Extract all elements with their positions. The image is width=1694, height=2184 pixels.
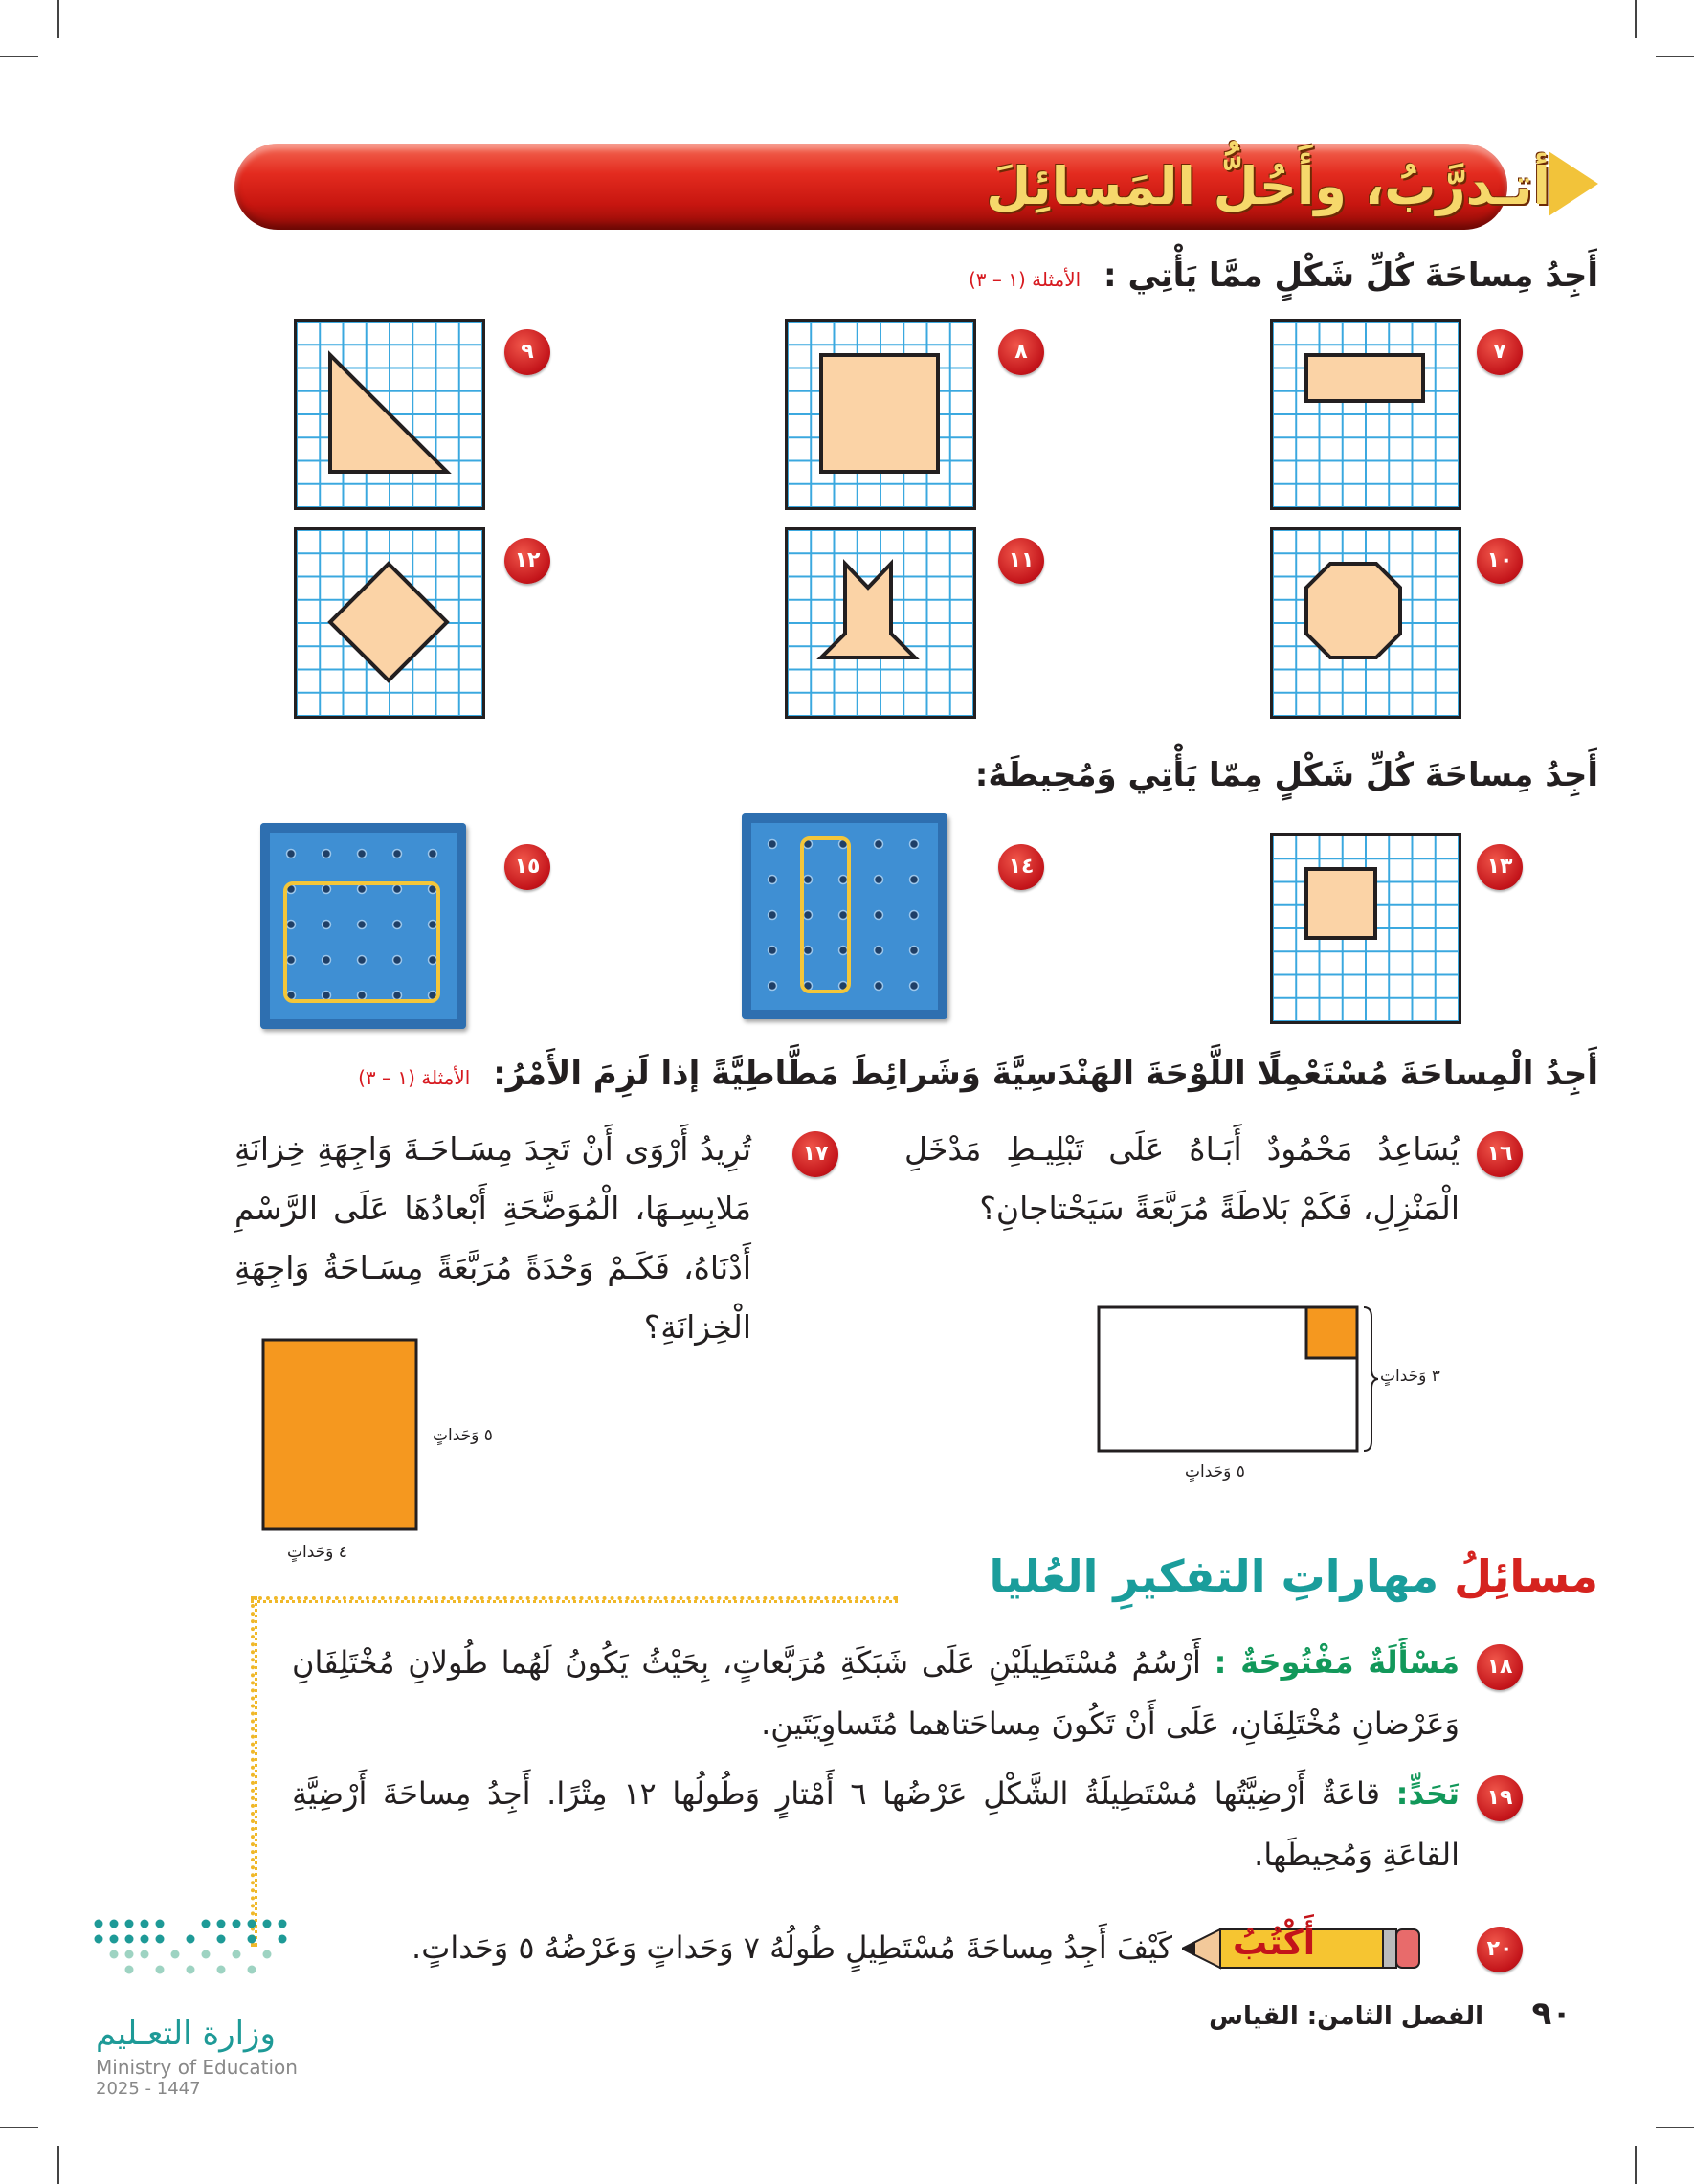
geoboard-peg <box>910 876 919 884</box>
logo-dot <box>171 1950 180 1959</box>
logo-dot <box>125 1920 134 1928</box>
rectangle-shape <box>1273 322 1464 513</box>
octagon-shape <box>1273 530 1464 722</box>
geoboard-peg <box>323 850 331 858</box>
hots-title <box>990 1550 1598 1602</box>
logo-dot <box>156 1920 165 1928</box>
logo-dot <box>156 1935 165 1944</box>
geoboard-peg <box>875 876 883 884</box>
logo-dot <box>110 1950 119 1959</box>
grid-figure-12 <box>294 527 485 719</box>
problem-16-text: يُسَاعِدُ مَحْمُودٌ أَبَـاهُ عَلَى تَبْلِيـطِ مَدْخَلِ الْمَنْزِلِ، فَكَمْ بَلاطَةً مُرَبَّعَةً سَيَحْتاجانِ؟ <box>904 1130 1460 1227</box>
square-shape <box>788 322 979 513</box>
section1-instruction <box>969 256 1598 295</box>
hots-title-part2: مهاراتِ التفكيرِ العُليا <box>989 1550 1439 1602</box>
geoboard-peg <box>839 947 848 955</box>
problem-number: ١٨ <box>1477 1644 1523 1690</box>
geoboard-peg <box>875 947 883 955</box>
height-label: ٥ وَحَداتٍ <box>433 1426 493 1445</box>
logo-dot <box>156 1966 165 1974</box>
geoboard-peg <box>875 840 883 849</box>
geoboard-peg <box>287 850 296 858</box>
grid-figure-8 <box>785 319 976 510</box>
problem-17-text: تُرِيدُ أَرْوَى أَنْ تَجِدَ مِسَـاحَـةَ وَاجِهَةِ خِزانَةِ مَلابِسِـهَا، الْمُوَضَّحَةِ أَبْعادُهَا عَلَى الرَّسْمِ أَدْنَاهُ، فَكَـمْ وَحْدَةً مُرَبَّعَةً مِسَـاحَةُ وَاجِهَةِ الْخِزانَةِ؟ <box>234 1130 751 1346</box>
geoboard-peg <box>429 921 437 929</box>
problem-number: ٢٠ <box>1477 1927 1523 1972</box>
problem-20-text: كَيْفَ أَجِدُ مِساحَةَ مُسْتَطِيلٍ طُولُهُ ٧ وَحَداتٍ وَعَرْضُهُ ٥ وَحَداتٍ. <box>412 1929 1172 1966</box>
geoboard-peg <box>804 947 813 955</box>
problem-number: ١٧ <box>792 1131 838 1177</box>
logo-dot <box>217 1935 226 1944</box>
problem-number: ١٦ <box>1477 1131 1523 1177</box>
logo-dot <box>248 1920 256 1928</box>
problem-number: ٧ <box>1477 329 1523 375</box>
crop-mark <box>1656 2127 1694 2128</box>
logo-dot <box>248 1966 256 1974</box>
logo-dot <box>95 1935 103 1944</box>
grid-figure-7 <box>1270 319 1461 510</box>
geoboard-peg <box>393 921 402 929</box>
problem-17-figure <box>258 1335 421 1536</box>
logo-dot <box>279 1920 287 1928</box>
logo-dot <box>141 1950 149 1959</box>
geoboard-peg <box>393 956 402 965</box>
geoboard-peg <box>910 982 919 991</box>
logo-dot <box>141 1920 149 1928</box>
crop-mark <box>1635 0 1637 38</box>
problem-number: ١٢ <box>504 538 550 584</box>
geoboard-peg <box>323 921 331 929</box>
geoboard-peg <box>429 956 437 965</box>
logo-dot <box>187 1935 195 1944</box>
geoboard-peg <box>393 885 402 894</box>
banner-title: أتـدرَّبُ، وأَحُلُّ المَسائِلَ <box>986 156 1550 216</box>
geoboard-14 <box>742 813 947 1019</box>
problem-18 <box>292 1632 1460 1754</box>
logo-dot <box>217 1966 226 1974</box>
section3-instruction <box>358 1055 1598 1093</box>
logo-dot <box>263 1950 272 1959</box>
geoboard-peg <box>910 840 919 849</box>
problem-number: ٨ <box>998 329 1044 375</box>
grid-figure-9 <box>294 319 485 510</box>
instruction-text: أَجِدُ مِساحَةَ كُلِّ شَكْلٍ ممَّا يَأْتِي : <box>1103 256 1598 295</box>
geoboard-peg <box>358 885 367 894</box>
problem-19-text: قاعَةٌ أَرْضِيَّتُها مُسْتَطِيلَةُ الشَّكْلِ عَرْضُها ٦ أَمْتارٍ وَطُولُها ١٢ مِتْرًا. أَجِدُ مِساحَةَ أَرْضِيَّةِ القاعَةِ وَمُحِيطَها. <box>292 1775 1460 1873</box>
geoboard-peg <box>358 992 367 1000</box>
open-problem-label: مَسْأَلَةٌ مَفْتُوحَةٌ : <box>1214 1644 1460 1681</box>
problem-number: ١٤ <box>998 844 1044 890</box>
geoboard-peg <box>769 947 777 955</box>
dotted-divider <box>251 1596 257 1947</box>
crop-mark <box>57 0 59 38</box>
geoboard-peg <box>769 911 777 920</box>
geoboard-peg <box>287 956 296 965</box>
page-number: ٩٠ <box>1531 1995 1571 2033</box>
examples-ref: الأمثلة (١ – ٣) <box>358 1066 471 1089</box>
square-shape <box>1273 836 1464 1027</box>
geoboard-peg <box>804 911 813 920</box>
geoboard-peg <box>323 992 331 1000</box>
chapter-title: الفصل الثامن: القياس <box>1209 2002 1483 2031</box>
logo-dot <box>217 1920 226 1928</box>
write-label: أَكْتُبُ <box>1233 1924 1316 1963</box>
composite-shape <box>788 530 979 722</box>
width-label: ٥ وَحَداتٍ <box>1185 1462 1245 1482</box>
logo-dot <box>125 1935 134 1944</box>
crop-mark <box>57 2146 59 2184</box>
geoboard-peg <box>358 921 367 929</box>
height-label: ٣ وَحَداتٍ <box>1380 1367 1440 1386</box>
logo-dot <box>233 1920 241 1928</box>
problem-number: ٩ <box>504 329 550 375</box>
crop-mark <box>1635 2146 1637 2184</box>
geoboard-peg <box>287 921 296 929</box>
geoboard-peg <box>910 947 919 955</box>
dotted-divider <box>251 1596 898 1603</box>
logo-dot <box>248 1935 256 1944</box>
problem-number: ١٣ <box>1477 844 1523 890</box>
geoboard-peg <box>323 885 331 894</box>
geoboard-pegs <box>742 813 947 1019</box>
logo-dot <box>263 1920 272 1928</box>
banner-arrow-icon <box>1549 151 1598 216</box>
geoboard-peg <box>393 850 402 858</box>
problem-16-figure <box>1091 1300 1378 1462</box>
crop-mark <box>0 56 38 57</box>
rubber-band <box>285 883 438 1001</box>
geoboard-peg <box>839 876 848 884</box>
geoboard-peg <box>875 982 883 991</box>
geoboard-peg <box>358 956 367 965</box>
geoboard-peg <box>429 850 437 858</box>
problem-19 <box>292 1763 1460 1885</box>
logo-dot <box>279 1935 287 1944</box>
hots-title-part1: مسائِلُ <box>1454 1550 1598 1602</box>
grid-figure-13 <box>1270 833 1461 1024</box>
logo-dot <box>95 1920 103 1928</box>
crop-mark <box>1656 56 1694 57</box>
geoboard-pegs <box>260 823 466 1029</box>
instruction-text: أَجِدُ الْمِساحَةَ مُسْتَعْمِلًا اللَّوْحَةَ الهَنْدَسِيَّةَ وَشَرائِطَ مَطَّاطِيَّةً إذا لَزِمَ الأَمْرُ: <box>493 1055 1598 1093</box>
examples-ref: الأمثلة (١ – ٣) <box>968 268 1081 291</box>
grid-figure-11 <box>785 527 976 719</box>
ministry-logo-icon <box>91 1916 301 2002</box>
logo-dot <box>187 1966 195 1974</box>
logo-dot <box>125 1966 134 1974</box>
triangle-shape <box>297 322 488 513</box>
geoboard-peg <box>769 982 777 991</box>
logo-dot <box>110 1935 119 1944</box>
logo-dot <box>202 1920 211 1928</box>
problem-number: ١٩ <box>1477 1775 1523 1821</box>
geoboard-peg <box>769 840 777 849</box>
problem-number: ١١ <box>998 538 1044 584</box>
logo-dot <box>110 1920 119 1928</box>
geoboard-peg <box>804 876 813 884</box>
logo-dot <box>202 1950 211 1959</box>
ministry-name-ar: وزارة التعـليم <box>96 2015 276 2053</box>
logo-dot <box>233 1950 241 1959</box>
logo-dot <box>125 1950 134 1959</box>
geoboard-peg <box>393 992 402 1000</box>
geoboard-15 <box>260 823 466 1029</box>
diamond-shape <box>297 530 488 722</box>
logo-dot <box>141 1935 149 1944</box>
problem-number: ١٥ <box>504 844 550 890</box>
geoboard-peg <box>875 911 883 920</box>
geoboard-peg <box>769 876 777 884</box>
width-label: ٤ وَحَداتٍ <box>287 1543 347 1562</box>
problem-18-text: أَرْسُمُ مُسْتَطِيلَيْنِ عَلَى شَبَكَةِ مُرَبَّعاتٍ، بِحَيْثُ يَكُونُ لَهُما طُولانِ مُخْتَلِفَانِ وَعَرْضانِ مُخْتَلِفَانِ، عَلَى أَنْ تَكُونَ مِساحَتاهما مُتَساوِيَتَينِ. <box>292 1644 1460 1742</box>
problem-number: ١٠ <box>1477 538 1523 584</box>
section2-instruction: أَجِدُ مِساحَةَ كُلِّ شَكْلٍ مِمّا يَأْتِي وَمُحِيطَهُ: <box>974 756 1598 794</box>
geoboard-peg <box>839 911 848 920</box>
grid-figure-10 <box>1270 527 1461 719</box>
geoboard-peg <box>910 911 919 920</box>
geoboard-peg <box>358 850 367 858</box>
geoboard-peg <box>323 956 331 965</box>
challenge-label: تَحَدٍّ: <box>1395 1775 1460 1812</box>
ministry-year: 2025 - 1447 <box>96 2079 201 2099</box>
crop-mark <box>0 2127 38 2128</box>
ministry-name-en: Ministry of Education <box>96 2056 298 2079</box>
